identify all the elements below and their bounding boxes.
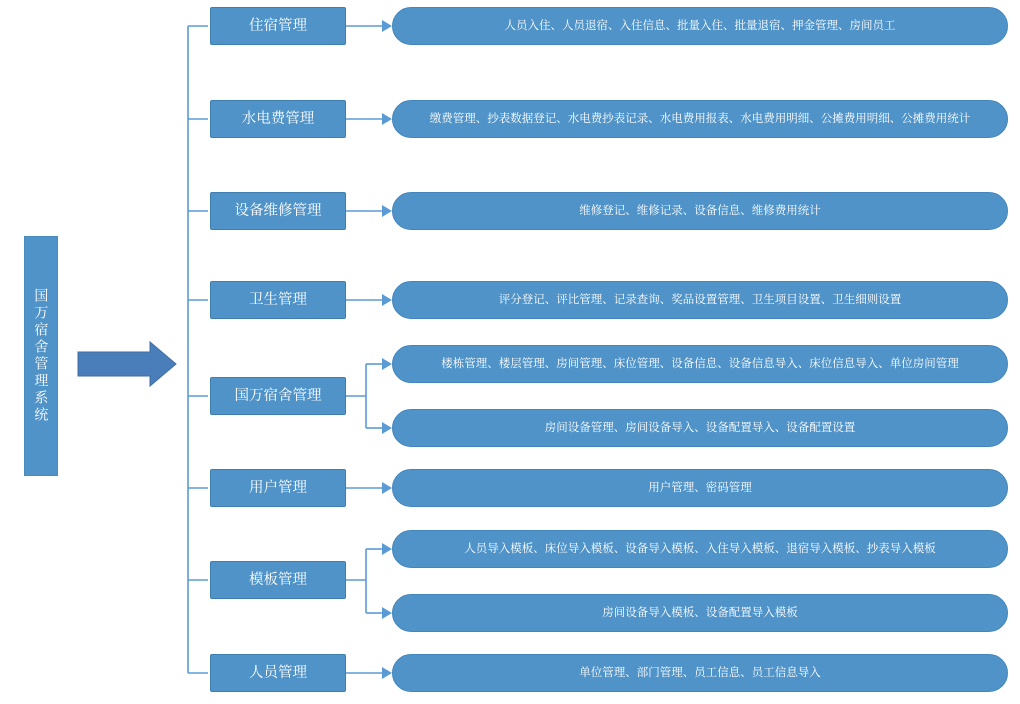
category-node-3[interactable] [210, 281, 346, 319]
leaf-node-4-1[interactable] [392, 409, 1008, 447]
leaf-node-2-0[interactable] [392, 192, 1008, 230]
category-label: 水电费管理 [241, 110, 315, 127]
category-node-0[interactable] [210, 7, 346, 45]
leaf-label: 房间设备导入模板、设备配置导入模板 [602, 606, 798, 619]
category-node-5[interactable] [210, 469, 346, 507]
category-label: 模板管理 [249, 571, 307, 588]
root-arrow-icon [78, 342, 176, 386]
category-label: 人员管理 [249, 664, 307, 681]
category-label: 设备维修管理 [234, 202, 322, 219]
category-node-7[interactable] [210, 654, 346, 692]
leaf-label: 人员入住、人员退宿、入住信息、批量入住、批量退宿、押金管理、房间员工 [504, 19, 896, 32]
leaf-node-0-0[interactable] [392, 7, 1008, 45]
leaf-label: 楼栋管理、楼层管理、房间管理、床位管理、设备信息、设备信息导入、床位信息导入、单位房间管理 [441, 357, 959, 370]
leaf-label: 缴费管理、抄表数据登记、水电费抄表记录、水电费用报表、水电费用明细、公摊费用明细、公摊费用统计 [429, 112, 971, 125]
category-label: 国万宿舍管理 [234, 387, 322, 404]
category-node-6[interactable] [210, 561, 346, 599]
category-label: 住宿管理 [249, 17, 307, 34]
root-node[interactable] [24, 236, 58, 476]
root-node-label: 国万宿舍管理系统 [33, 288, 50, 424]
leaf-label: 单位管理、部门管理、员工信息、员工信息导入 [579, 666, 821, 679]
leaf-node-5-0[interactable] [392, 469, 1008, 507]
category-label: 用户管理 [249, 479, 307, 496]
leaf-node-1-0[interactable] [392, 100, 1008, 138]
category-node-4[interactable] [210, 377, 346, 415]
leaf-label: 人员导入模板、床位导入模板、设备导入模板、入住导入模板、退宿导入模板、抄表导入模板 [464, 542, 936, 555]
leaf-label: 维修登记、维修记录、设备信息、维修费用统计 [579, 204, 821, 217]
leaf-node-6-0[interactable] [392, 530, 1008, 568]
leaf-label: 评分登记、评比管理、记录查询、奖品设置管理、卫生项目设置、卫生细则设置 [498, 293, 902, 306]
leaf-node-4-0[interactable] [392, 345, 1008, 383]
category-label: 卫生管理 [249, 291, 307, 308]
leaf-node-6-1[interactable] [392, 594, 1008, 632]
category-node-1[interactable] [210, 100, 346, 138]
leaf-node-7-0[interactable] [392, 654, 1008, 692]
leaf-label: 房间设备管理、房间设备导入、设备配置导入、设备配置设置 [544, 421, 856, 434]
leaf-label: 用户管理、密码管理 [648, 481, 752, 494]
category-node-2[interactable] [210, 192, 346, 230]
leaf-node-3-0[interactable] [392, 281, 1008, 319]
